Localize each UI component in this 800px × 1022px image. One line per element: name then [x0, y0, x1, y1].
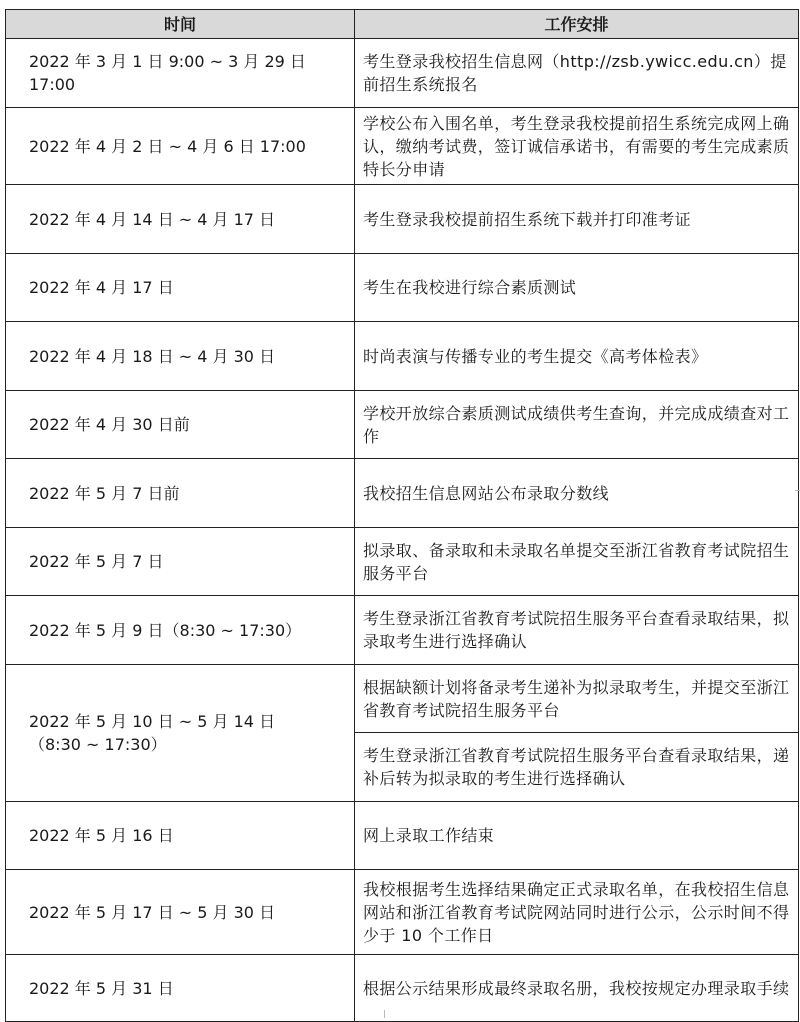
row-time: 2022 年 5 月 31 日 [6, 955, 355, 1022]
page-edge-mark [795, 490, 800, 491]
header-task: 工作安排 [355, 10, 799, 39]
row-time: 2022 年 4 月 2 日 ~ 4 月 6 日 17:00 [6, 108, 355, 185]
row-task: 学校开放综合素质测试成绩供考生查询，并完成成绩查对工作 [355, 391, 799, 459]
row-task: 网上录取工作结束 [355, 802, 799, 870]
row-time: 2022 年 4 月 14 日 ~ 4 月 17 日 [6, 185, 355, 254]
schedule-table [5, 9, 799, 1022]
row-time: 2022 年 5 月 17 日 ~ 5 月 30 日 [6, 870, 355, 955]
row-task: 根据缺额计划将备录考生递补为拟录取考生，并提交至浙江省教育考试院招生服务平台 [355, 665, 799, 733]
row-task: 学校公布入围名单，考生登录我校提前招生系统完成网上确认，缴纳考试费，签订诚信承诺书，有需要的考生完成素质特长分申请 [355, 108, 799, 185]
table-row [6, 870, 799, 955]
row-task: 拟录取、备录取和未录取名单提交至浙江省教育考试院招生服务平台 [355, 528, 799, 596]
row-time: 2022 年 5 月 9 日（8:30 ~ 17:30） [6, 596, 355, 665]
table-row [6, 528, 799, 596]
row-time: 2022 年 4 月 18 日 ~ 4 月 30 日 [6, 322, 355, 391]
header-time: 时间 [6, 10, 355, 39]
table-row [6, 665, 799, 733]
row-time: 2022 年 3 月 1 日 9:00 ~ 3 月 29 日 17:00 [6, 39, 355, 108]
table-row [6, 254, 799, 322]
table-row [6, 391, 799, 459]
row-task: 根据公示结果形成最终录取名册，我校按规定办理录取手续 [355, 955, 799, 1022]
page-edge-mark [384, 1010, 385, 1018]
row-task: 考生在我校进行综合素质测试 [355, 254, 799, 322]
table-row [6, 955, 799, 1022]
table-row [6, 802, 799, 870]
row-task: 我校招生信息网站公布录取分数线 [355, 459, 799, 528]
row-task: 考生登录我校招生信息网（http://zsb.ywicc.edu.cn）提前招生系统报名 [355, 39, 799, 108]
table-row [6, 322, 799, 391]
table-row [6, 185, 799, 254]
row-task: 考生登录浙江省教育考试院招生服务平台查看录取结果，拟录取考生进行选择确认 [355, 596, 799, 665]
row-task: 考生登录我校提前招生系统下载并打印准考证 [355, 185, 799, 254]
table-row [6, 108, 799, 185]
row-task: 我校根据考生选择结果确定正式录取名单，在我校招生信息网站和浙江省教育考试院网站同时进行公示，公示时间不得少于 10 个工作日 [355, 870, 799, 955]
row-task: 考生登录浙江省教育考试院招生服务平台查看录取结果，递补后转为拟录取的考生进行选择确认 [355, 733, 799, 802]
header-row [6, 10, 799, 39]
table-row [6, 459, 799, 528]
row-time: 2022 年 5 月 10 日 ~ 5 月 14 日 （8:30 ~ 17:30） [6, 665, 355, 802]
row-time: 2022 年 4 月 30 日前 [6, 391, 355, 459]
row-time: 2022 年 5 月 7 日 [6, 528, 355, 596]
table-row [6, 39, 799, 108]
row-time: 2022 年 5 月 7 日前 [6, 459, 355, 528]
table-row [6, 596, 799, 665]
row-task: 时尚表演与传播专业的考生提交《高考体检表》 [355, 322, 799, 391]
row-time: 2022 年 5 月 16 日 [6, 802, 355, 870]
row-time: 2022 年 4 月 17 日 [6, 254, 355, 322]
